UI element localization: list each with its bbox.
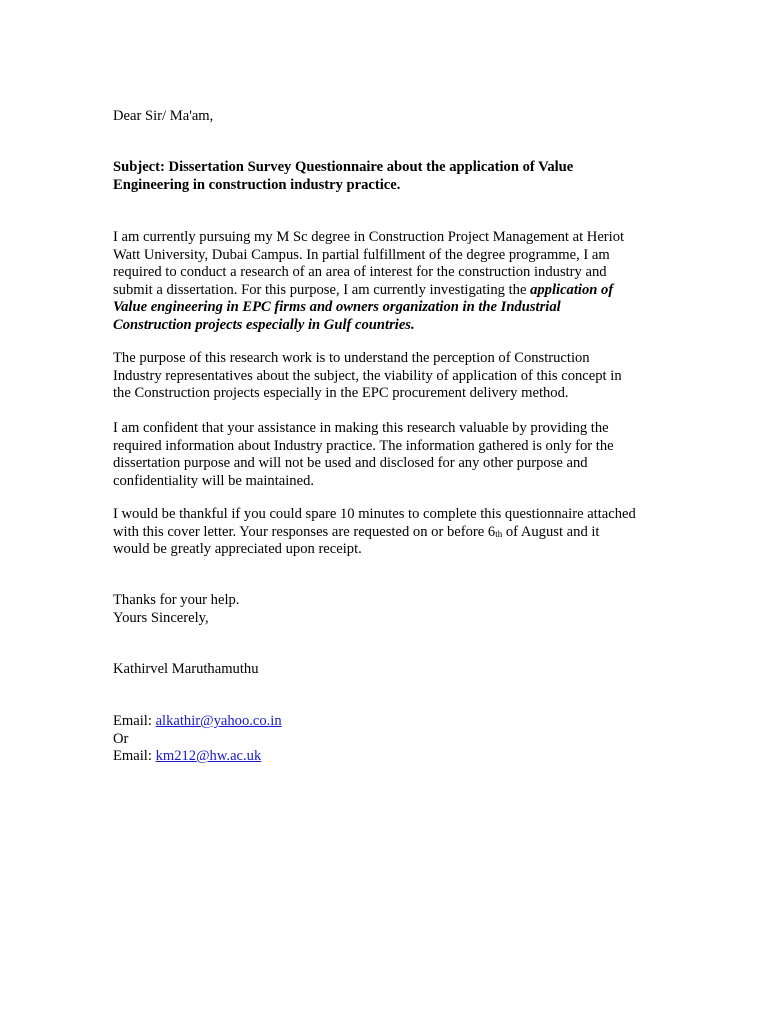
paragraph-line: Watt University, Dubai Campus. In partial fulfillment of the degree programme, I am	[113, 246, 610, 263]
salutation-text: Dear Sir/ Ma'am,	[113, 108, 214, 124]
paragraph-line: The purpose of this research work is to understand the perception of Construction	[113, 350, 590, 366]
paragraph-purpose	[113, 350, 673, 403]
paragraph-line: I am currently pursuing my M Sc degree in Construction Project Management at Heriot	[113, 229, 625, 245]
email-link-yahoo[interactable]: alkathir@yahoo.co.in	[155, 713, 282, 729]
paragraph-line: Industry representatives about the subject, the viability of application of this concept in	[113, 367, 622, 384]
email-line-2	[113, 748, 673, 766]
paragraph-confidentiality	[113, 420, 673, 490]
contact-details	[113, 713, 673, 766]
paragraph-line: the Construction projects especially in the EPC procurement delivery method.	[113, 385, 569, 401]
email-link-hw[interactable]: km212@hw.ac.uk	[155, 748, 262, 764]
or-separator: Or	[113, 730, 129, 747]
paragraph-text: of August and it	[502, 523, 600, 540]
paragraph-line: required information about Industry practice. The information gathered is only for the	[113, 437, 614, 454]
salutation	[113, 108, 673, 126]
research-topic-emphasis: application of	[530, 281, 614, 298]
paragraph-text: submit a dissertation. For this purpose, I am currently investigating the	[113, 281, 531, 298]
subject-line-2: Engineering in construction industry practice.	[113, 176, 401, 193]
research-topic-emphasis: Value engineering in EPC firms and owners organization in the Industrial	[113, 299, 561, 315]
paragraph-line	[113, 524, 673, 542]
subject-line	[113, 159, 673, 194]
email-line-1	[113, 713, 673, 731]
paragraph-line: I am confident that your assistance in making this research valuable by providing the	[113, 420, 609, 436]
closing-sign-off: Yours Sincerely,	[113, 609, 209, 626]
paragraph-text: with this cover letter. Your responses are requested on or before 6	[113, 523, 496, 540]
research-topic-emphasis: Construction projects especially in Gulf countries.	[113, 316, 415, 333]
paragraph-line: confidentiality will be maintained.	[113, 472, 315, 489]
paragraph-line: dissertation purpose and will not be used and disclosed for any other purpose and	[113, 455, 588, 471]
author-name	[113, 661, 673, 679]
paragraph-intro	[113, 229, 673, 334]
paragraph-request	[113, 506, 673, 559]
subject-line-1: Subject: Dissertation Survey Questionnaire about the application of Value	[113, 159, 574, 175]
paragraph-line: would be greatly appreciated upon receipt.	[113, 541, 362, 557]
paragraph-line: required to conduct a research of an area of interest for the construction industry and	[113, 264, 607, 280]
closing	[113, 592, 673, 627]
paragraph-line: I would be thankful if you could spare 10 minutes to complete this questionnaire attached	[113, 506, 636, 522]
closing-thanks: Thanks for your help.	[113, 592, 240, 608]
email-label: Email:	[113, 748, 156, 764]
ordinal-suffix: th	[495, 528, 503, 539]
author-name-text: Kathirvel Maruthamuthu	[113, 661, 259, 677]
email-label: Email:	[113, 713, 156, 729]
paragraph-line	[113, 282, 673, 300]
